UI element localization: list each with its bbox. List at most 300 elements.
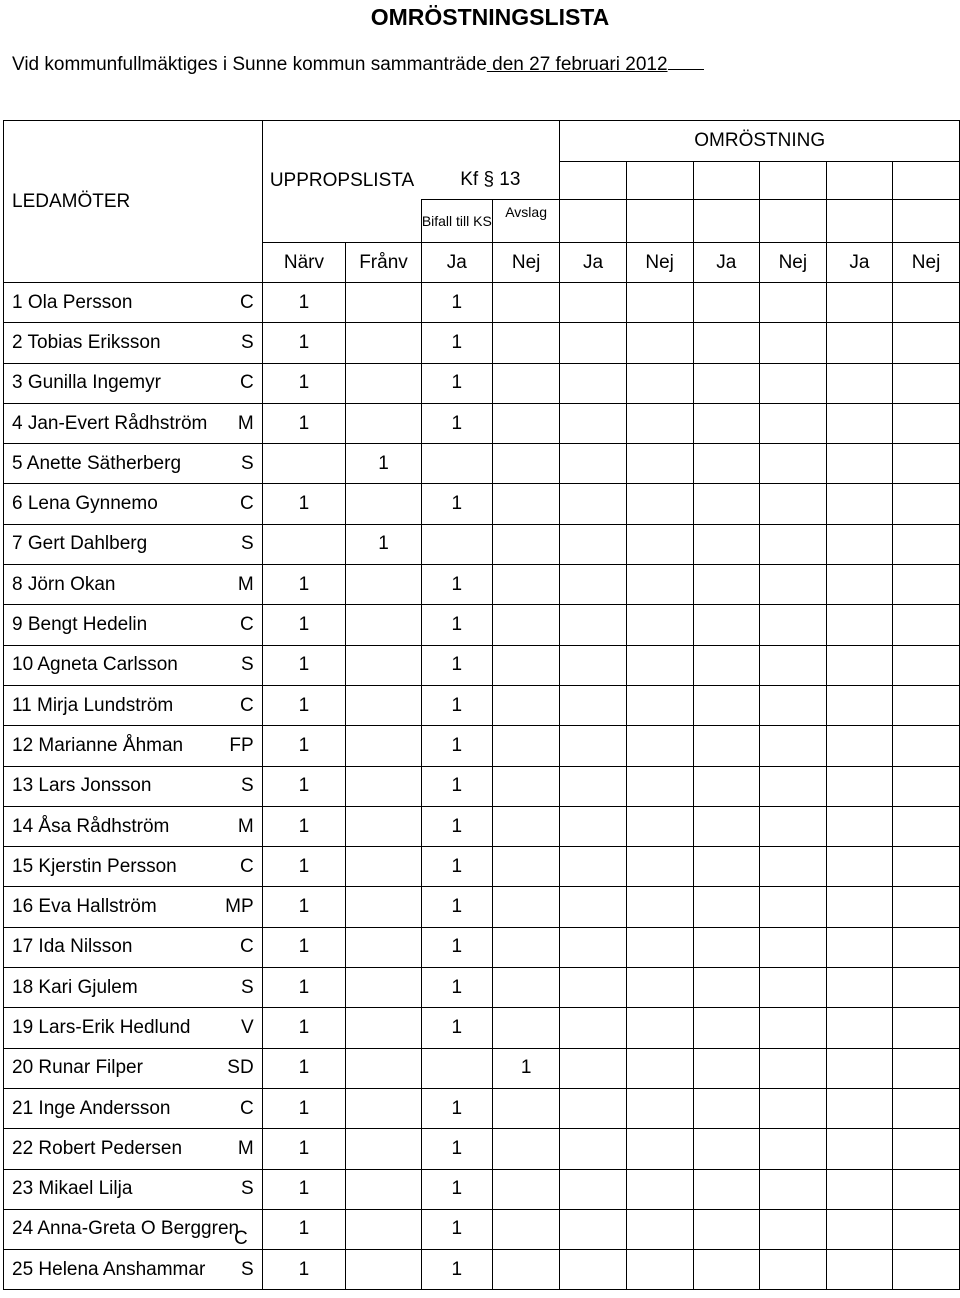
vote-cell xyxy=(826,645,892,685)
vote-cell xyxy=(693,484,759,524)
vote-cell xyxy=(693,323,759,363)
vote-cell xyxy=(759,847,826,887)
vote-cell xyxy=(893,1129,960,1169)
narv-cell: 1 xyxy=(262,605,345,645)
vote-cell xyxy=(893,887,960,927)
vote-cell xyxy=(893,444,960,484)
member-row xyxy=(4,444,960,484)
vote-cell xyxy=(826,927,892,967)
vote-cell xyxy=(693,685,759,725)
col-header-ja-3: Ja xyxy=(693,243,759,283)
vote-cell xyxy=(626,927,693,967)
vote-cell xyxy=(826,887,892,927)
member-name: 6 Lena Gynnemo xyxy=(12,493,158,515)
vote-cell xyxy=(626,968,693,1008)
member-name-cell xyxy=(4,685,263,725)
nej-cell xyxy=(492,766,560,806)
member-name-cell xyxy=(4,1048,263,1088)
member-name-cell xyxy=(4,766,263,806)
vote-cell xyxy=(893,1008,960,1048)
member-name-cell xyxy=(4,484,263,524)
narv-cell: 1 xyxy=(262,847,345,887)
col-header-ja: Ja xyxy=(421,243,492,283)
franv-cell xyxy=(346,1008,422,1048)
vote-cell xyxy=(560,484,626,524)
vote-cell xyxy=(693,968,759,1008)
ja-cell: 1 xyxy=(421,887,492,927)
vote-cell xyxy=(693,565,759,605)
narv-cell: 1 xyxy=(262,806,345,846)
vote-cell xyxy=(693,1048,759,1088)
document-title: OMRÖSTNINGSLISTA xyxy=(370,4,610,30)
vote-cell xyxy=(759,887,826,927)
ja-cell: 1 xyxy=(421,1008,492,1048)
vote-cell xyxy=(826,323,892,363)
narv-cell: 1 xyxy=(262,645,345,685)
member-row xyxy=(4,1250,960,1290)
member-name-cell xyxy=(4,1008,263,1048)
vote-cell xyxy=(626,726,693,766)
vote-cell xyxy=(693,1088,759,1128)
nej-cell xyxy=(492,1169,560,1209)
nej-cell xyxy=(492,1209,560,1249)
franv-cell xyxy=(346,323,422,363)
nej-cell xyxy=(492,565,560,605)
vote-cell xyxy=(826,524,892,564)
vote-table xyxy=(3,120,960,1290)
ja-cell: 1 xyxy=(421,605,492,645)
vote-cell xyxy=(893,927,960,967)
vote-cell xyxy=(826,766,892,806)
member-name-cell xyxy=(4,1169,263,1209)
vote-cell xyxy=(893,645,960,685)
vote-cell xyxy=(759,444,826,484)
vote-cell xyxy=(893,968,960,1008)
vote-cell xyxy=(759,645,826,685)
member-row xyxy=(4,927,960,967)
ja-cell xyxy=(421,444,492,484)
franv-cell xyxy=(346,726,422,766)
member-name: 13 Lars Jonsson xyxy=(12,775,152,797)
omrostning-header xyxy=(560,121,960,162)
member-row xyxy=(4,524,960,564)
member-name-cell xyxy=(4,1129,263,1169)
vote-cell xyxy=(560,766,626,806)
member-party: C xyxy=(239,855,254,877)
member-name: 20 Runar Filper xyxy=(12,1057,143,1079)
nej-cell xyxy=(492,806,560,846)
narv-cell xyxy=(262,444,345,484)
vote-cell xyxy=(826,1209,892,1249)
vote-cell xyxy=(759,1250,826,1290)
nej-cell xyxy=(492,484,560,524)
vote-cell xyxy=(626,1129,693,1169)
nej-cell xyxy=(492,645,560,685)
nej-cell xyxy=(492,363,560,403)
vote-cell xyxy=(626,444,693,484)
vote-cell xyxy=(693,927,759,967)
nej-cell xyxy=(492,444,560,484)
member-name: 1 Ola Persson xyxy=(12,291,133,313)
ledamoter-header xyxy=(4,121,263,283)
vote-cell xyxy=(626,685,693,725)
kf-label: Kf § 13 xyxy=(460,169,521,191)
member-name: 15 Kjerstin Persson xyxy=(12,855,177,877)
vote-cell xyxy=(759,1209,826,1249)
nej-cell xyxy=(492,605,560,645)
vote-cell xyxy=(759,927,826,967)
member-name: 5 Anette Sätherberg xyxy=(12,452,182,474)
vote-cell xyxy=(826,847,892,887)
vote-cell xyxy=(626,645,693,685)
member-party: C xyxy=(239,1097,254,1119)
vote-cell xyxy=(693,1129,759,1169)
member-name: 21 Inge Andersson xyxy=(12,1097,171,1119)
vote-cell xyxy=(893,1250,960,1290)
narv-cell: 1 xyxy=(262,403,345,443)
vote-cell xyxy=(893,1048,960,1088)
vote-cell xyxy=(693,444,759,484)
member-party: S xyxy=(240,775,254,797)
franv-cell xyxy=(346,283,422,323)
vote-cell xyxy=(626,847,693,887)
member-name: 18 Kari Gjulem xyxy=(12,976,138,998)
vote-cell xyxy=(759,685,826,725)
member-party: C xyxy=(234,1227,248,1249)
member-row xyxy=(4,283,960,323)
member-name-cell xyxy=(4,726,263,766)
ja-cell: 1 xyxy=(421,1169,492,1209)
subtitle-prefix: Vid kommunfullmäktiges i Sunne kommun sammanträde xyxy=(12,54,487,75)
nej-cell xyxy=(492,968,560,1008)
vote-cell xyxy=(893,1088,960,1128)
vote-cell xyxy=(560,1250,626,1290)
vote-cell xyxy=(626,605,693,645)
ja-cell: 1 xyxy=(421,766,492,806)
franv-cell: 1 xyxy=(346,524,422,564)
nej-cell xyxy=(492,887,560,927)
vote-cell xyxy=(826,484,892,524)
member-party: S xyxy=(240,654,254,676)
member-name: 12 Marianne Åhman xyxy=(12,734,184,756)
vote-cell xyxy=(626,403,693,443)
vote-cell xyxy=(893,283,960,323)
vote-cell xyxy=(693,524,759,564)
member-row xyxy=(4,403,960,443)
member-name-cell xyxy=(4,968,263,1008)
vote-cell xyxy=(626,1088,693,1128)
col-header-nej-3: Nej xyxy=(759,243,826,283)
vote-cell xyxy=(560,806,626,846)
vote-cell xyxy=(626,887,693,927)
vote-cell xyxy=(893,484,960,524)
vote-cell xyxy=(626,524,693,564)
vote-cell xyxy=(759,524,826,564)
document-subtitle xyxy=(12,54,704,76)
ja-cell: 1 xyxy=(421,1250,492,1290)
vote-cell xyxy=(826,1169,892,1209)
narv-cell: 1 xyxy=(262,766,345,806)
ja-cell: 1 xyxy=(421,685,492,725)
vote-cell xyxy=(626,484,693,524)
member-party: M xyxy=(237,1137,254,1159)
nej-cell xyxy=(492,927,560,967)
vote-cell xyxy=(759,283,826,323)
vote-cell xyxy=(826,565,892,605)
vote-cell xyxy=(560,444,626,484)
franv-cell xyxy=(346,766,422,806)
vote-cell xyxy=(826,1088,892,1128)
vote-cell xyxy=(626,1048,693,1088)
ledamoter-label: LEDAMÖTER xyxy=(12,190,131,212)
member-party: M xyxy=(237,412,254,434)
vote-cell xyxy=(693,806,759,846)
vote-cell xyxy=(826,363,892,403)
member-row xyxy=(4,766,960,806)
vote-cell xyxy=(759,1169,826,1209)
member-name-cell xyxy=(4,806,263,846)
vote-cell xyxy=(826,726,892,766)
col-header-ja-2: Ja xyxy=(560,243,626,283)
vote-cell xyxy=(693,283,759,323)
narv-cell: 1 xyxy=(262,1169,345,1209)
ja-cell: 1 xyxy=(421,484,492,524)
nej-cell xyxy=(492,403,560,443)
vote-cell xyxy=(560,1209,626,1249)
narv-cell: 1 xyxy=(262,1129,345,1169)
vote-cell xyxy=(693,1250,759,1290)
narv-cell: 1 xyxy=(262,363,345,403)
member-name-cell xyxy=(4,323,263,363)
member-party: C xyxy=(239,291,254,313)
narv-cell: 1 xyxy=(262,927,345,967)
member-name: 16 Eva Hallström xyxy=(12,896,157,918)
member-name-cell xyxy=(4,645,263,685)
vote-cell xyxy=(893,1209,960,1249)
franv-cell xyxy=(346,645,422,685)
member-row xyxy=(4,1048,960,1088)
franv-cell xyxy=(346,1209,422,1249)
narv-cell xyxy=(262,524,345,564)
member-row xyxy=(4,484,960,524)
member-row xyxy=(4,605,960,645)
narv-cell: 1 xyxy=(262,283,345,323)
vote-cell xyxy=(693,766,759,806)
vote-cell xyxy=(826,1129,892,1169)
ja-cell: 1 xyxy=(421,1209,492,1249)
narv-cell: 1 xyxy=(262,1008,345,1048)
nej-cell xyxy=(492,323,560,363)
member-party: S xyxy=(240,452,254,474)
member-party: C xyxy=(239,614,254,636)
member-row xyxy=(4,847,960,887)
uppropslista-header xyxy=(262,162,421,200)
nej-cell xyxy=(492,524,560,564)
vote-cell xyxy=(893,565,960,605)
franv-cell xyxy=(346,605,422,645)
col-header-franv: Frånv xyxy=(346,243,422,283)
vote-cell xyxy=(759,323,826,363)
ja-cell xyxy=(421,524,492,564)
vote-cell xyxy=(693,1209,759,1249)
vote-cell xyxy=(826,806,892,846)
vote-cell xyxy=(560,565,626,605)
member-party: C xyxy=(239,372,254,394)
ja-cell: 1 xyxy=(421,927,492,967)
vote-cell xyxy=(893,726,960,766)
vote-cell xyxy=(826,968,892,1008)
vote-cell xyxy=(626,283,693,323)
member-row xyxy=(4,323,960,363)
member-name-cell xyxy=(4,847,263,887)
vote-cell xyxy=(560,1048,626,1088)
vote-cell xyxy=(560,323,626,363)
vote-cell xyxy=(693,403,759,443)
member-name: 4 Jan-Evert Rådhström xyxy=(12,412,208,434)
vote-cell xyxy=(560,1008,626,1048)
franv-cell xyxy=(346,1129,422,1169)
member-row xyxy=(4,685,960,725)
member-party: SD xyxy=(227,1057,254,1079)
franv-cell xyxy=(346,403,422,443)
member-party: C xyxy=(239,493,254,515)
franv-cell xyxy=(346,363,422,403)
vote-cell xyxy=(693,363,759,403)
narv-cell: 1 xyxy=(262,1048,345,1088)
member-name: 7 Gert Dahlberg xyxy=(12,533,148,555)
member-name: 9 Bengt Hedelin xyxy=(12,614,148,636)
member-row xyxy=(4,887,960,927)
nej-cell xyxy=(492,1129,560,1169)
member-row xyxy=(4,1209,960,1249)
vote-cell xyxy=(560,403,626,443)
vote-cell xyxy=(759,484,826,524)
member-row xyxy=(4,1008,960,1048)
ja-cell: 1 xyxy=(421,847,492,887)
member-row xyxy=(4,1129,960,1169)
vote-cell xyxy=(560,1088,626,1128)
vote-cell xyxy=(826,685,892,725)
subtitle-underline xyxy=(668,55,704,70)
vote-cell xyxy=(626,565,693,605)
nej-cell: 1 xyxy=(492,1048,560,1088)
ja-cell: 1 xyxy=(421,323,492,363)
vote-cell xyxy=(560,847,626,887)
narv-cell: 1 xyxy=(262,1088,345,1128)
member-name: 8 Jörn Okan xyxy=(12,573,116,595)
vote-cell xyxy=(893,847,960,887)
franv-cell xyxy=(346,1088,422,1128)
ja-cell: 1 xyxy=(421,968,492,1008)
bifall-label: Bifall till KS xyxy=(421,213,492,229)
member-name: 24 Anna-Greta O Berggren xyxy=(12,1218,240,1240)
vote-cell xyxy=(893,766,960,806)
member-row xyxy=(4,1088,960,1128)
franv-cell xyxy=(346,1169,422,1209)
vote-cell xyxy=(693,847,759,887)
member-party: C xyxy=(239,936,254,958)
vote-cell xyxy=(560,685,626,725)
member-name: 3 Gunilla Ingemyr xyxy=(12,372,161,394)
franv-cell xyxy=(346,806,422,846)
member-row xyxy=(4,565,960,605)
member-name: 14 Åsa Rådhström xyxy=(12,815,170,837)
vote-cell xyxy=(693,1169,759,1209)
nej-cell xyxy=(492,1250,560,1290)
vote-cell xyxy=(759,1088,826,1128)
member-name-cell xyxy=(4,1250,263,1290)
franv-cell xyxy=(346,1048,422,1088)
ja-cell: 1 xyxy=(421,283,492,323)
member-name-cell xyxy=(4,283,263,323)
member-name-cell xyxy=(4,565,263,605)
vote-cell xyxy=(560,283,626,323)
vote-cell xyxy=(626,1250,693,1290)
vote-cell xyxy=(626,1008,693,1048)
vote-cell xyxy=(626,1209,693,1249)
member-name: 2 Tobias Eriksson xyxy=(12,331,161,353)
member-party: S xyxy=(240,533,254,555)
vote-cell xyxy=(626,323,693,363)
member-name: 25 Helena Anshammar xyxy=(12,1258,206,1280)
kf-header xyxy=(421,162,560,200)
vote-cell xyxy=(826,444,892,484)
ja-cell xyxy=(421,1048,492,1088)
vote-cell xyxy=(759,1048,826,1088)
member-row xyxy=(4,1169,960,1209)
franv-cell xyxy=(346,927,422,967)
col-header-ja-4: Ja xyxy=(826,243,892,283)
vote-cell xyxy=(560,1169,626,1209)
narv-cell: 1 xyxy=(262,968,345,1008)
ja-cell: 1 xyxy=(421,1088,492,1128)
vote-cell xyxy=(826,1008,892,1048)
member-name: 23 Mikael Lilja xyxy=(12,1178,133,1200)
ja-cell: 1 xyxy=(421,1129,492,1169)
vote-cell xyxy=(693,645,759,685)
vote-cell xyxy=(560,968,626,1008)
vote-cell xyxy=(626,363,693,403)
member-party: M xyxy=(237,573,254,595)
vote-cell xyxy=(893,403,960,443)
vote-cell xyxy=(560,1129,626,1169)
narv-cell: 1 xyxy=(262,726,345,766)
nej-cell xyxy=(492,847,560,887)
vote-cell xyxy=(560,726,626,766)
vote-cell xyxy=(560,605,626,645)
vote-cell xyxy=(826,283,892,323)
franv-cell xyxy=(346,484,422,524)
nej-cell xyxy=(492,685,560,725)
member-name-cell xyxy=(4,605,263,645)
ja-cell: 1 xyxy=(421,645,492,685)
col-header-nej-4: Nej xyxy=(893,243,960,283)
narv-cell: 1 xyxy=(262,887,345,927)
member-party: S xyxy=(240,1178,254,1200)
vote-cell xyxy=(560,887,626,927)
ja-cell: 1 xyxy=(421,565,492,605)
subtitle-date: den 27 februari 2012 xyxy=(486,54,668,75)
vote-cell xyxy=(693,605,759,645)
narv-cell: 1 xyxy=(262,685,345,725)
vote-cell xyxy=(893,323,960,363)
vote-cell xyxy=(759,806,826,846)
omrostning-label: OMRÖSTNING xyxy=(694,130,826,151)
member-party: MP xyxy=(225,896,254,918)
narv-cell: 1 xyxy=(262,565,345,605)
member-party: S xyxy=(240,1258,254,1280)
vote-cell xyxy=(759,968,826,1008)
